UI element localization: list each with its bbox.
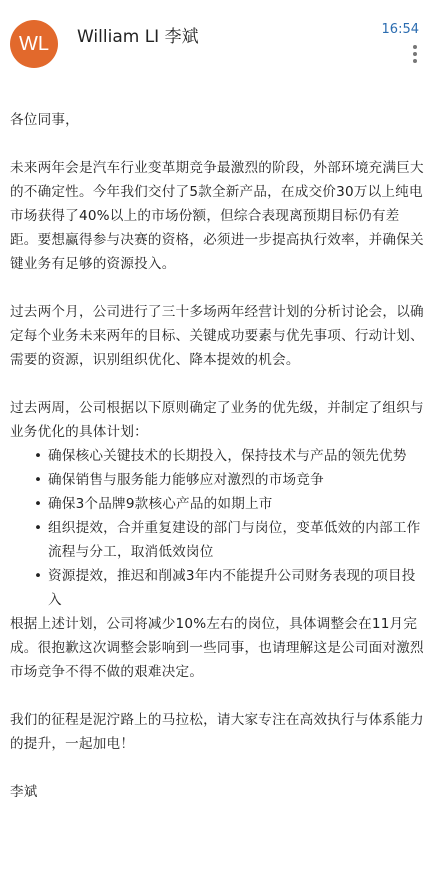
paragraph-5: 我们的征程是泥泞路上的马拉松，请大家专注在高效执行与体系能力的提升，一起加电！ bbox=[10, 712, 424, 752]
message-time: 16:54 bbox=[381, 22, 419, 37]
list-item: • 组织提效，合并重复建设的部门与岗位，变革低效的内部工作流程与分工，取消低效岗位 bbox=[48, 516, 425, 564]
paragraph-4: 根据上述计划，公司将减少10%左右的岗位，具体调整会在11月完成。很抱歉这次调整会影响到一些同事，也请理解这是公司面对激烈市场竞争不得不做的艰难决定。 bbox=[10, 616, 424, 680]
list-item: • 确保核心关键技术的长期投入，保持技术与产品的领先优势 bbox=[48, 444, 425, 468]
paragraph-2: 过去两个月，公司进行了三十多场两年经营计划的分析讨论会，以确定每个业务未来两年的目标、关键成功要素与优先事项、行动计划、需要的资源，识别组织优化、降本提效的机会。 bbox=[10, 304, 424, 368]
list-item: • 资源提效，推迟和削减3年内不能提升公司财务表现的项目投入 bbox=[48, 564, 425, 612]
list-item: • 确保销售与服务能力能够应对激烈的市场竞争 bbox=[48, 468, 425, 492]
sender-avatar[interactable]: WL bbox=[10, 20, 58, 68]
email-body bbox=[10, 108, 425, 804]
priority-list bbox=[10, 444, 425, 612]
greeting: 各位同事， bbox=[10, 112, 79, 128]
email-header bbox=[0, 0, 433, 90]
paragraph-1: 未来两年会是汽车行业变革期竞争最激烈的阶段，外部环境充满巨大的不确定性。今年我们交付了5款全新产品，在成交价30万以上纯电市场获得了40%以上的市场份额，但综合表现离预期目标仍有差距。要想赢得参与决赛的资格，必须进一步提高执行效率，并确保关键业务有足够的资源投入。 bbox=[10, 160, 424, 272]
vertical-ellipsis-icon[interactable] bbox=[413, 45, 417, 65]
list-item: • 确保3个品牌9款核心产品的如期上市 bbox=[48, 492, 425, 516]
sender-name[interactable]: William LI 李斌 bbox=[77, 27, 199, 47]
paragraph-3: 过去两周，公司根据以下原则确定了业务的优先级，并制定了组织与业务优化的具体计划： bbox=[10, 400, 424, 440]
signature: 李斌 bbox=[10, 784, 38, 800]
